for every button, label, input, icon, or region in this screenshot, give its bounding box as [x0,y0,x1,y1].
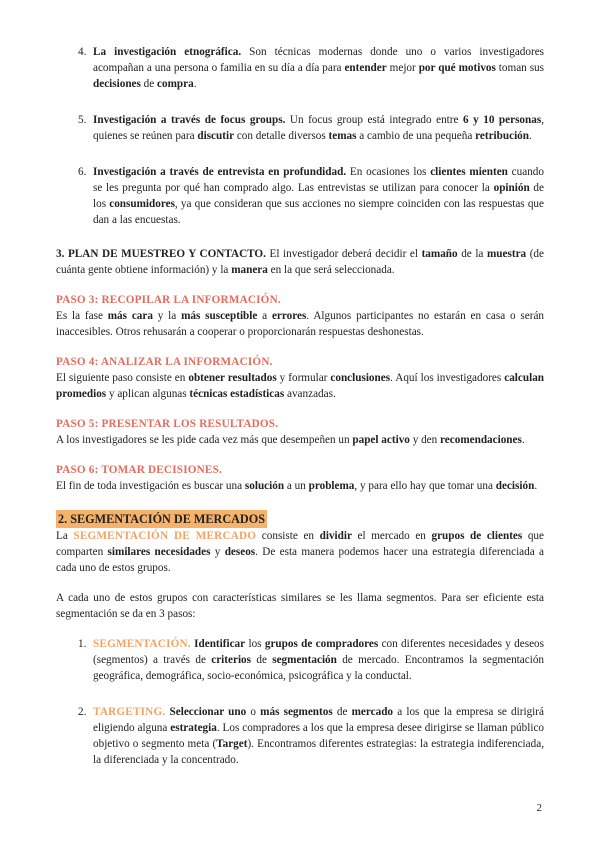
step-text: Es la fase más cara y la más susceptible a errores. Algunos participantes no estarán en casa o serán inaccesibles. Otros rehusarán a cooperar o proporcionarán respuestas deshonestas. [56,310,545,338]
list-item-focus-groups [78,112,544,144]
segmentation-intro: A cada uno de estos grupos con características similares se les llama segmentos. Para ser eficiente esta segmentación se da en 3 pasos: [56,592,544,620]
list-number: 2. [78,706,87,718]
document-page [56,44,544,788]
step-text: El fin de toda investigación es buscar una solución a un problema, y para ello hay que tomar una decisión. [56,480,538,492]
list-number: 1. [78,638,87,650]
list-text: Investigación a través de focus groups. Un focus group está integrado entre 6 y 10 personas, quienes se reúnen para discutir con detalle diversos temas a cambio de una pequeña retribución. [93,114,544,142]
step-text: El siguiente paso consiste en obtener resultados y formular conclusiones. Aquí los investigadores calculan promedios y aplican algunas técnicas estadísticas avanzadas. [56,372,545,400]
list-text: SEGMENTACIÓN. Identificar los grupos de compradores con diferentes necesidades y deseos (segmentos) a través de criterios de segmentación de mercado. Encontramos la segmentación geográfica, demográfica, socio-económica, psicográfica y la conductal. [93,638,545,682]
list-text: Investigación a través de entrevista en profundidad. En ocasiones los clientes mienten cuando se les pregunta por qué han comprado algo. Las entrevistas se utilizan para conocer la opinión de los consumidores, ya que consideran que sus acciones no siempre coinciden con las respuestas que dan a las encuestas. [93,166,544,226]
section-title: 2. SEGMENTACIÓN DE MERCADOS [58,512,265,526]
section-heading: 3. PLAN DE MUESTREO Y CONTACTO. [56,248,266,260]
step-heading: PASO 5: PRESENTAR LOS RESULTADOS. [56,418,279,430]
step-heading: PASO 6: TOMAR DECISIONES. [56,464,223,476]
page-number: 2 [536,802,542,814]
step-heading: PASO 4: ANALIZAR LA INFORMACIÓN. [56,356,273,368]
step-heading: PASO 3: RECOPILAR LA INFORMACIÓN. [56,294,281,306]
sampling-plan-paragraph: 3. PLAN DE MUESTREO Y CONTACTO. El investigador deberá decidir el tamaño de la muestra (de cuánta gente obtiene información) y la manera en la que será seleccionada. [56,248,544,276]
list-item-targeting [78,704,544,768]
list-text: TARGETING. Seleccionar uno o más segmentos de mercado a los que la empresa se dirigirá eligiendo alguna estrategia. Los compradores a los que la empresa desee dirigirse se llaman público objetivo o segmento meta (Target). Encontramos diferentes estrategias: la estrategia indiferenciada, la diferenciada y la concentrado. [93,706,545,766]
list-item-interview [78,164,544,228]
list-number: 6. [78,166,87,178]
step-6-block [56,462,544,494]
list-item-ethnographic [78,44,544,92]
segmentation-definition: La SEGMENTACIÓN DE MERCADO consiste en dividir el mercado en grupos de clientes que comparten similares necesidades y deseos. De esta manera podemos hacer una estrategia diferenciada a cada uno de estos grupos. [56,530,544,574]
segmentation-section [56,504,544,768]
step-text: A los investigadores se les pide cada vez más que desempeñen un papel activo y den recomendaciones. [56,434,525,446]
list-text: La investigación etnográfica. Son técnicas modernas donde uno o varios investigadores acompañan a una persona o familia en su día a día para entender mejor por qué motivos toman sus decisiones de compra. [93,46,545,90]
list-number: 5. [78,114,87,126]
step-4-block [56,354,544,402]
step-5-block [56,416,544,448]
step-3-block [56,292,544,340]
list-number: 4. [78,46,87,58]
list-item-segmentation [78,636,544,684]
